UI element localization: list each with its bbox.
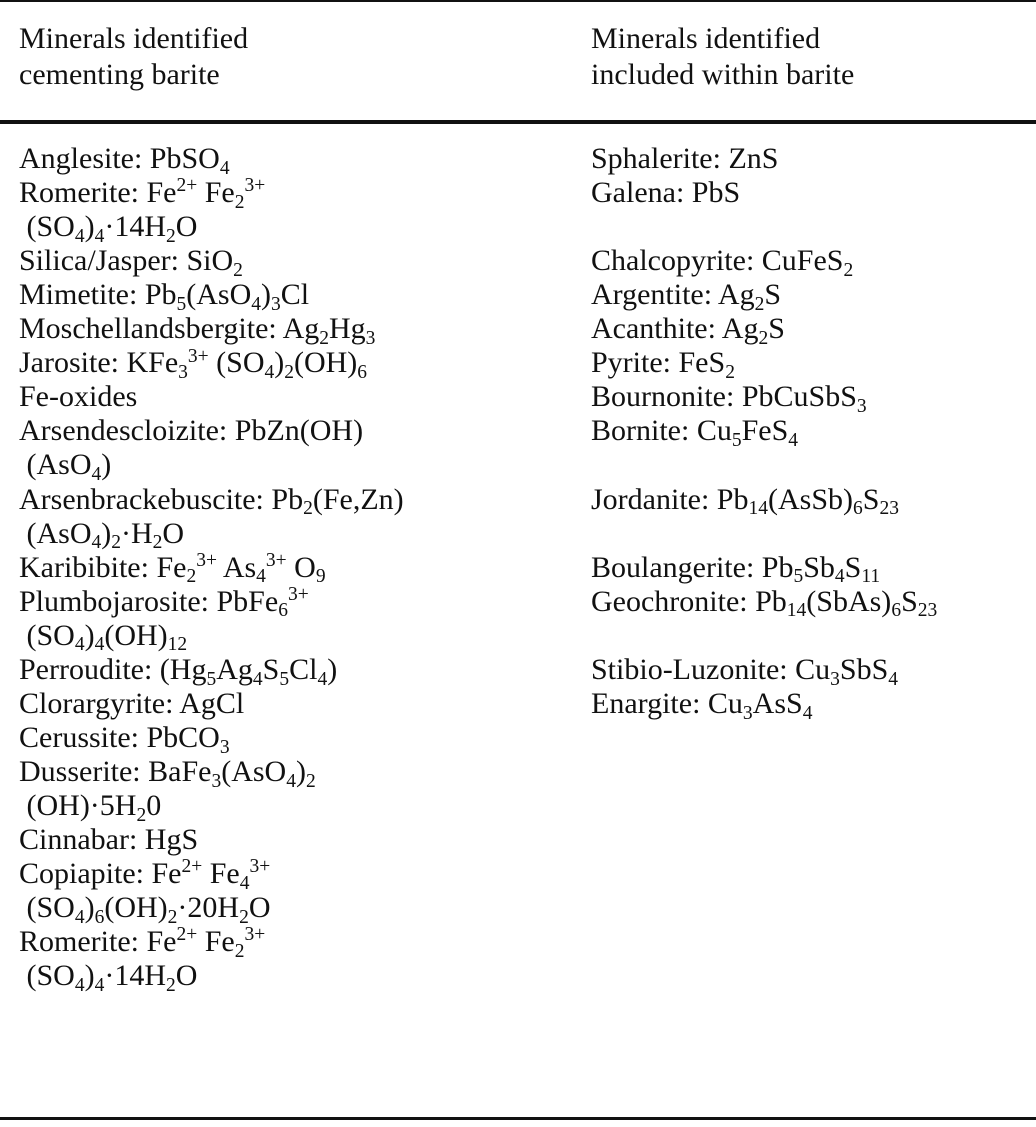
- mineral-text: (AsO$_4$): [19, 448, 112, 486]
- mineral-entry: [591, 142, 778, 176]
- mineral-entry: [19, 482, 404, 554]
- column-header-included: [591, 21, 854, 93]
- mineral-entry: [19, 278, 310, 316]
- mineral-text: $(SO_4)_4(OH)_{12}$: [19, 618, 188, 656]
- mineral-entry: [19, 380, 137, 414]
- mineral-text: $(SO_4)_4\cdot 14H_2O$: [19, 959, 198, 996]
- bottom-rule: [0, 1117, 1036, 1120]
- mineral-text: Stibio-Luzonite: $Cu_3SbS_4$: [591, 652, 899, 690]
- mineral-text: Mimetite: $Pb_5(AsO_4)_3Cl$: [19, 278, 310, 316]
- mineral-text: Copiapite: $Fe^{2+}$ $Fe_4^{3+}$: [19, 856, 271, 894]
- mineral-entry: [591, 550, 881, 588]
- column-header-line: cementing barite: [19, 58, 220, 91]
- mineral-entry: [19, 583, 309, 656]
- mineral-text: Plumbojarosite: PbFe$_6^{3+}$: [19, 583, 309, 622]
- mineral-text: Enargite: $Cu_3AsS_4$: [591, 686, 813, 724]
- mineral-entry: [19, 720, 230, 758]
- mineral-entry: [19, 312, 376, 350]
- mineral-text: Perroudite: $(Hg_5Ag_4S_5Cl_4)$: [19, 652, 338, 690]
- mineral-entry: [19, 549, 326, 588]
- mineral-text: Argentite: $Ag_2S$: [591, 278, 782, 316]
- mineral-text: Karibibite: $Fe_2^{3+}$ $As_4^{3+}$ $O_9$: [19, 549, 326, 588]
- mineral-text: Acanthite: $Ag_2S$: [591, 312, 785, 350]
- mineral-entry: [19, 345, 368, 384]
- header-rule: [0, 120, 1036, 124]
- mineral-text: Fe-oxides: [19, 380, 138, 414]
- mineral-entry: [591, 482, 899, 520]
- column-header-cementing: [19, 21, 248, 93]
- mineral-entry: [591, 244, 854, 281]
- mineral-entry: [19, 652, 338, 690]
- mineral-entry: [19, 754, 316, 826]
- mineral-text: Geochronite: $Pb_{14}(SbAs)_6S_{23}$: [591, 584, 938, 622]
- mineral-entry: [591, 346, 735, 384]
- mineral-entry: [591, 176, 740, 210]
- mineral-text: Arsendescloizite: PbZn(OH): [19, 414, 364, 448]
- mineral-text: Jarosite: KFe$_3^{3+}$ $(SO_4)_2(OH)_6$: [19, 345, 368, 384]
- mineral-entry: [19, 244, 243, 281]
- mineral-text: Jordanite: $Pb_{14}(AsSb)_6S_{23}$: [591, 482, 899, 520]
- mineral-entry: [591, 380, 867, 418]
- column-header-line: Minerals identified: [591, 22, 821, 55]
- mineral-text: $(SO_4)_4\cdot 14H_2O$: [19, 210, 198, 247]
- mineral-entry: [591, 686, 813, 724]
- top-rule: [0, 0, 1036, 2]
- mineral-entry: [19, 823, 198, 857]
- mineral-text: Galena: PbS: [591, 176, 741, 210]
- mineral-text: Cinnabar: HgS: [19, 823, 199, 856]
- mineral-text: Boulangerite: $Pb_5Sb_4S_{11}$: [591, 550, 881, 588]
- mineral-entry: [19, 924, 266, 996]
- mineral-text: Dusserite: $BaFe_3(AsO_4)_2$: [19, 754, 316, 792]
- mineral-entry: [19, 687, 244, 721]
- mineral-text: Cerussite: PbCO$_3$: [19, 720, 230, 758]
- mineral-text: Sphalerite: ZnS: [591, 142, 779, 175]
- mineral-entry: [19, 142, 230, 179]
- mineral-text: $(OH)\cdot 5H_20$: [19, 788, 162, 826]
- mineral-entry: [19, 414, 364, 486]
- mineral-text: Pyrite: FeS$_2$: [591, 346, 735, 384]
- column-header-line: included within barite: [591, 58, 855, 91]
- mineral-entry: [19, 856, 271, 928]
- mineral-text: Clorargyrite: AgCl: [19, 686, 245, 720]
- mineral-text: Bornite: $Cu_5FeS_4$: [591, 414, 799, 452]
- mineral-entry: [591, 584, 938, 622]
- column-header-line: Minerals identified: [19, 22, 249, 55]
- mineral-text: Arsenbrackebuscite: $Pb_2(Fe,Zn)$: [19, 482, 404, 520]
- mineral-text: $(SO_4)_6(OH)_2\cdot 20H_2O$: [19, 891, 271, 928]
- mineral-entry: [591, 312, 785, 350]
- mineral-text: Romerite: $Fe^{2+}$ $Fe_2^{3+}$: [19, 175, 266, 213]
- mineral-text: Anglesite: PbSO$_4$: [19, 142, 230, 179]
- mineral-text: Silica/Jasper: SiO$_2$: [19, 244, 243, 281]
- mineral-entry: [591, 278, 782, 316]
- mineral-entry: [591, 652, 899, 690]
- mineral-text: $(AsO_4)_2\cdot H_2O$: [19, 516, 185, 554]
- mineral-text: Romerite: $Fe^{2+}$ $Fe_2^{3+}$: [19, 924, 266, 962]
- mineral-entry: [19, 175, 266, 247]
- mineral-text: Bournonite: PbCuSbS$_3$: [591, 380, 867, 418]
- mineral-text: Chalcopyrite: CuFeS$_2$: [591, 244, 854, 281]
- mineral-text: Moschellandsbergite: $Ag_2Hg_3$: [19, 312, 376, 350]
- mineral-entry: [591, 414, 799, 452]
